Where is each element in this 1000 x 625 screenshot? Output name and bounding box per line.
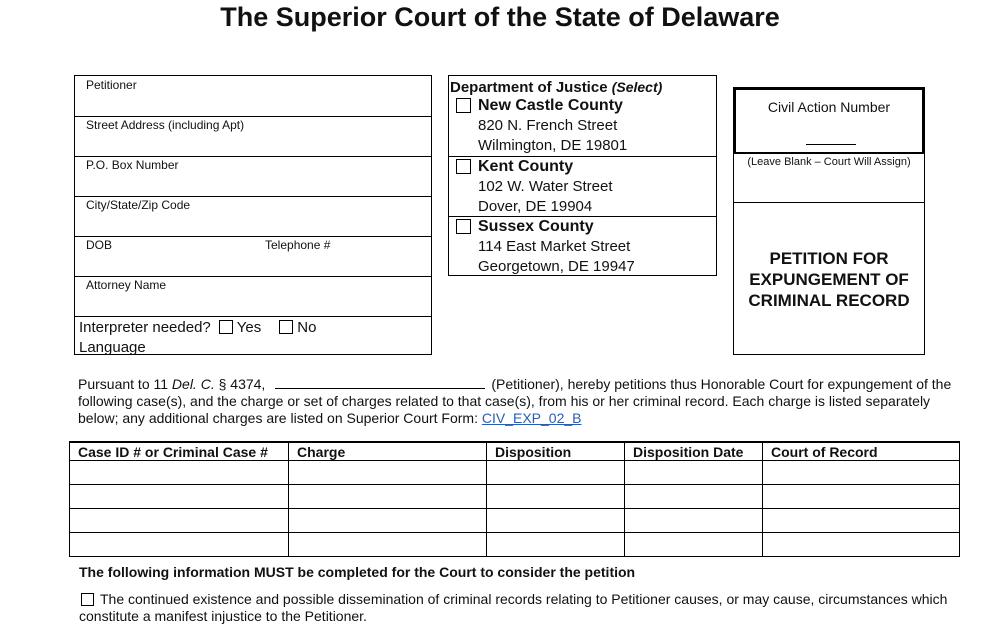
table-cell[interactable] [70, 509, 289, 533]
must-complete-heading: The following information MUST be completed for the Court to consider the petition [79, 564, 636, 580]
table-cell[interactable] [487, 485, 625, 509]
petition-title-line: CRIMINAL RECORD [748, 291, 910, 310]
interpreter-no-label: No [297, 319, 317, 336]
table-cell[interactable] [763, 461, 960, 485]
kent-checkbox[interactable] [456, 159, 471, 174]
pursuant-rest: (Petitioner), hereby petitions thus Honorable Court for expungement of the following case(s), and the charge or set of charges related to that case(s), from his or her criminal record. Each charge is listed separately below; any additional charges are listed on Superior Court Form: [78, 376, 952, 426]
doj-select-note: (Select) [611, 79, 663, 95]
interpreter-yes-checkbox[interactable] [219, 320, 233, 334]
language-label: Language [79, 339, 146, 356]
header-disposition-date: Disposition Date [625, 442, 763, 461]
manifest-injustice-text: The continued existence and possible dissemination of criminal records relating to Petitioner causes, or may cause, circumstances which constitute a manifest injustice to the Petitioner. [79, 591, 948, 624]
civil-action-line [806, 144, 856, 145]
header-case-id: Case ID # or Criminal Case # [70, 442, 289, 461]
manifest-injustice-item [79, 591, 959, 625]
interpreter-yes-label: Yes [236, 319, 262, 336]
table-cell[interactable] [289, 509, 487, 533]
table-cell[interactable] [625, 533, 763, 557]
sussex-checkbox[interactable] [456, 219, 471, 234]
sussex-city: Georgetown, DE 19947 [478, 258, 635, 275]
doj-heading [450, 78, 662, 97]
table-cell[interactable] [70, 533, 289, 557]
petitioner-field[interactable] [75, 76, 431, 117]
civil-action-number-field[interactable] [734, 88, 924, 154]
pursuant-section: § 4374, [214, 376, 266, 392]
page-title: The Superior Court of the State of Delaware [220, 2, 780, 32]
sussex-name: Sussex County [478, 218, 594, 235]
new-castle-name: New Castle County [478, 97, 623, 114]
petitioner-info-box [74, 75, 432, 355]
kent-name: Kent County [478, 158, 574, 175]
new-castle-checkbox[interactable] [456, 98, 471, 113]
table-cell[interactable] [487, 461, 625, 485]
petition-title-line: EXPUNGEMENT OF [749, 270, 909, 289]
telephone-label: Telephone # [265, 238, 331, 252]
table-cell[interactable] [487, 533, 625, 557]
table-cell[interactable] [70, 461, 289, 485]
doj-select-box [448, 75, 717, 276]
city-state-zip-field[interactable] [75, 196, 431, 237]
dob-telephone-row[interactable] [75, 236, 431, 277]
sussex-street: 114 East Market Street [478, 238, 631, 255]
petitioner-name-blank[interactable] [275, 376, 485, 389]
del-c-text: Del. C. [171, 376, 215, 392]
new-castle-street: 820 N. French Street [478, 117, 618, 134]
petition-title [734, 248, 924, 311]
petitioner-label: Petitioner [86, 78, 137, 92]
table-header-row [70, 442, 960, 461]
table-row [70, 485, 960, 509]
pursuant-paragraph [78, 376, 958, 427]
table-cell[interactable] [625, 509, 763, 533]
table-cell[interactable] [289, 533, 487, 557]
civil-action-label: Civil Action Number [767, 99, 891, 115]
kent-street: 102 W. Water Street [478, 178, 613, 195]
attorney-name-field[interactable] [75, 276, 431, 317]
interpreter-label: Interpreter needed? [79, 319, 211, 336]
table-cell[interactable] [487, 509, 625, 533]
table-cell[interactable] [70, 485, 289, 509]
header-court-of-record: Court of Record [763, 442, 960, 461]
table-cell[interactable] [763, 509, 960, 533]
header-disposition: Disposition [487, 442, 625, 461]
table-cell[interactable] [763, 533, 960, 557]
table-row [70, 509, 960, 533]
table-cell[interactable] [289, 485, 487, 509]
pursuant-prefix: Pursuant to 11 [78, 376, 172, 392]
table-row [70, 533, 960, 557]
manifest-injustice-checkbox[interactable] [81, 593, 94, 606]
interpreter-row [79, 318, 316, 338]
header-charge: Charge [289, 442, 487, 461]
charges-table [69, 441, 960, 557]
civil-box-divider [734, 202, 924, 203]
kent-city: Dover, DE 19904 [478, 198, 593, 215]
civil-action-box [733, 87, 925, 355]
street-address-field[interactable] [75, 116, 431, 157]
new-castle-city: Wilmington, DE 19801 [478, 137, 628, 154]
table-cell[interactable] [625, 485, 763, 509]
interpreter-no-checkbox[interactable] [279, 320, 293, 334]
form-link[interactable]: CIV_EXP_02_B [481, 410, 582, 426]
attorney-name-label: Attorney Name [86, 278, 167, 292]
doj-heading-text: Department of Justice [450, 79, 608, 96]
petition-title-line: PETITION FOR [769, 249, 889, 268]
table-cell[interactable] [625, 461, 763, 485]
language-field[interactable] [79, 338, 146, 358]
po-box-label: P.O. Box Number [86, 158, 179, 172]
street-address-label: Street Address (including Apt) [86, 118, 245, 132]
city-state-zip-label: City/State/Zip Code [86, 198, 191, 212]
table-row [70, 461, 960, 485]
dob-label: DOB [86, 238, 113, 252]
leave-blank-note: (Leave Blank – Court Will Assign) [747, 156, 911, 168]
table-cell[interactable] [289, 461, 487, 485]
table-cell[interactable] [763, 485, 960, 509]
po-box-field[interactable] [75, 156, 431, 197]
